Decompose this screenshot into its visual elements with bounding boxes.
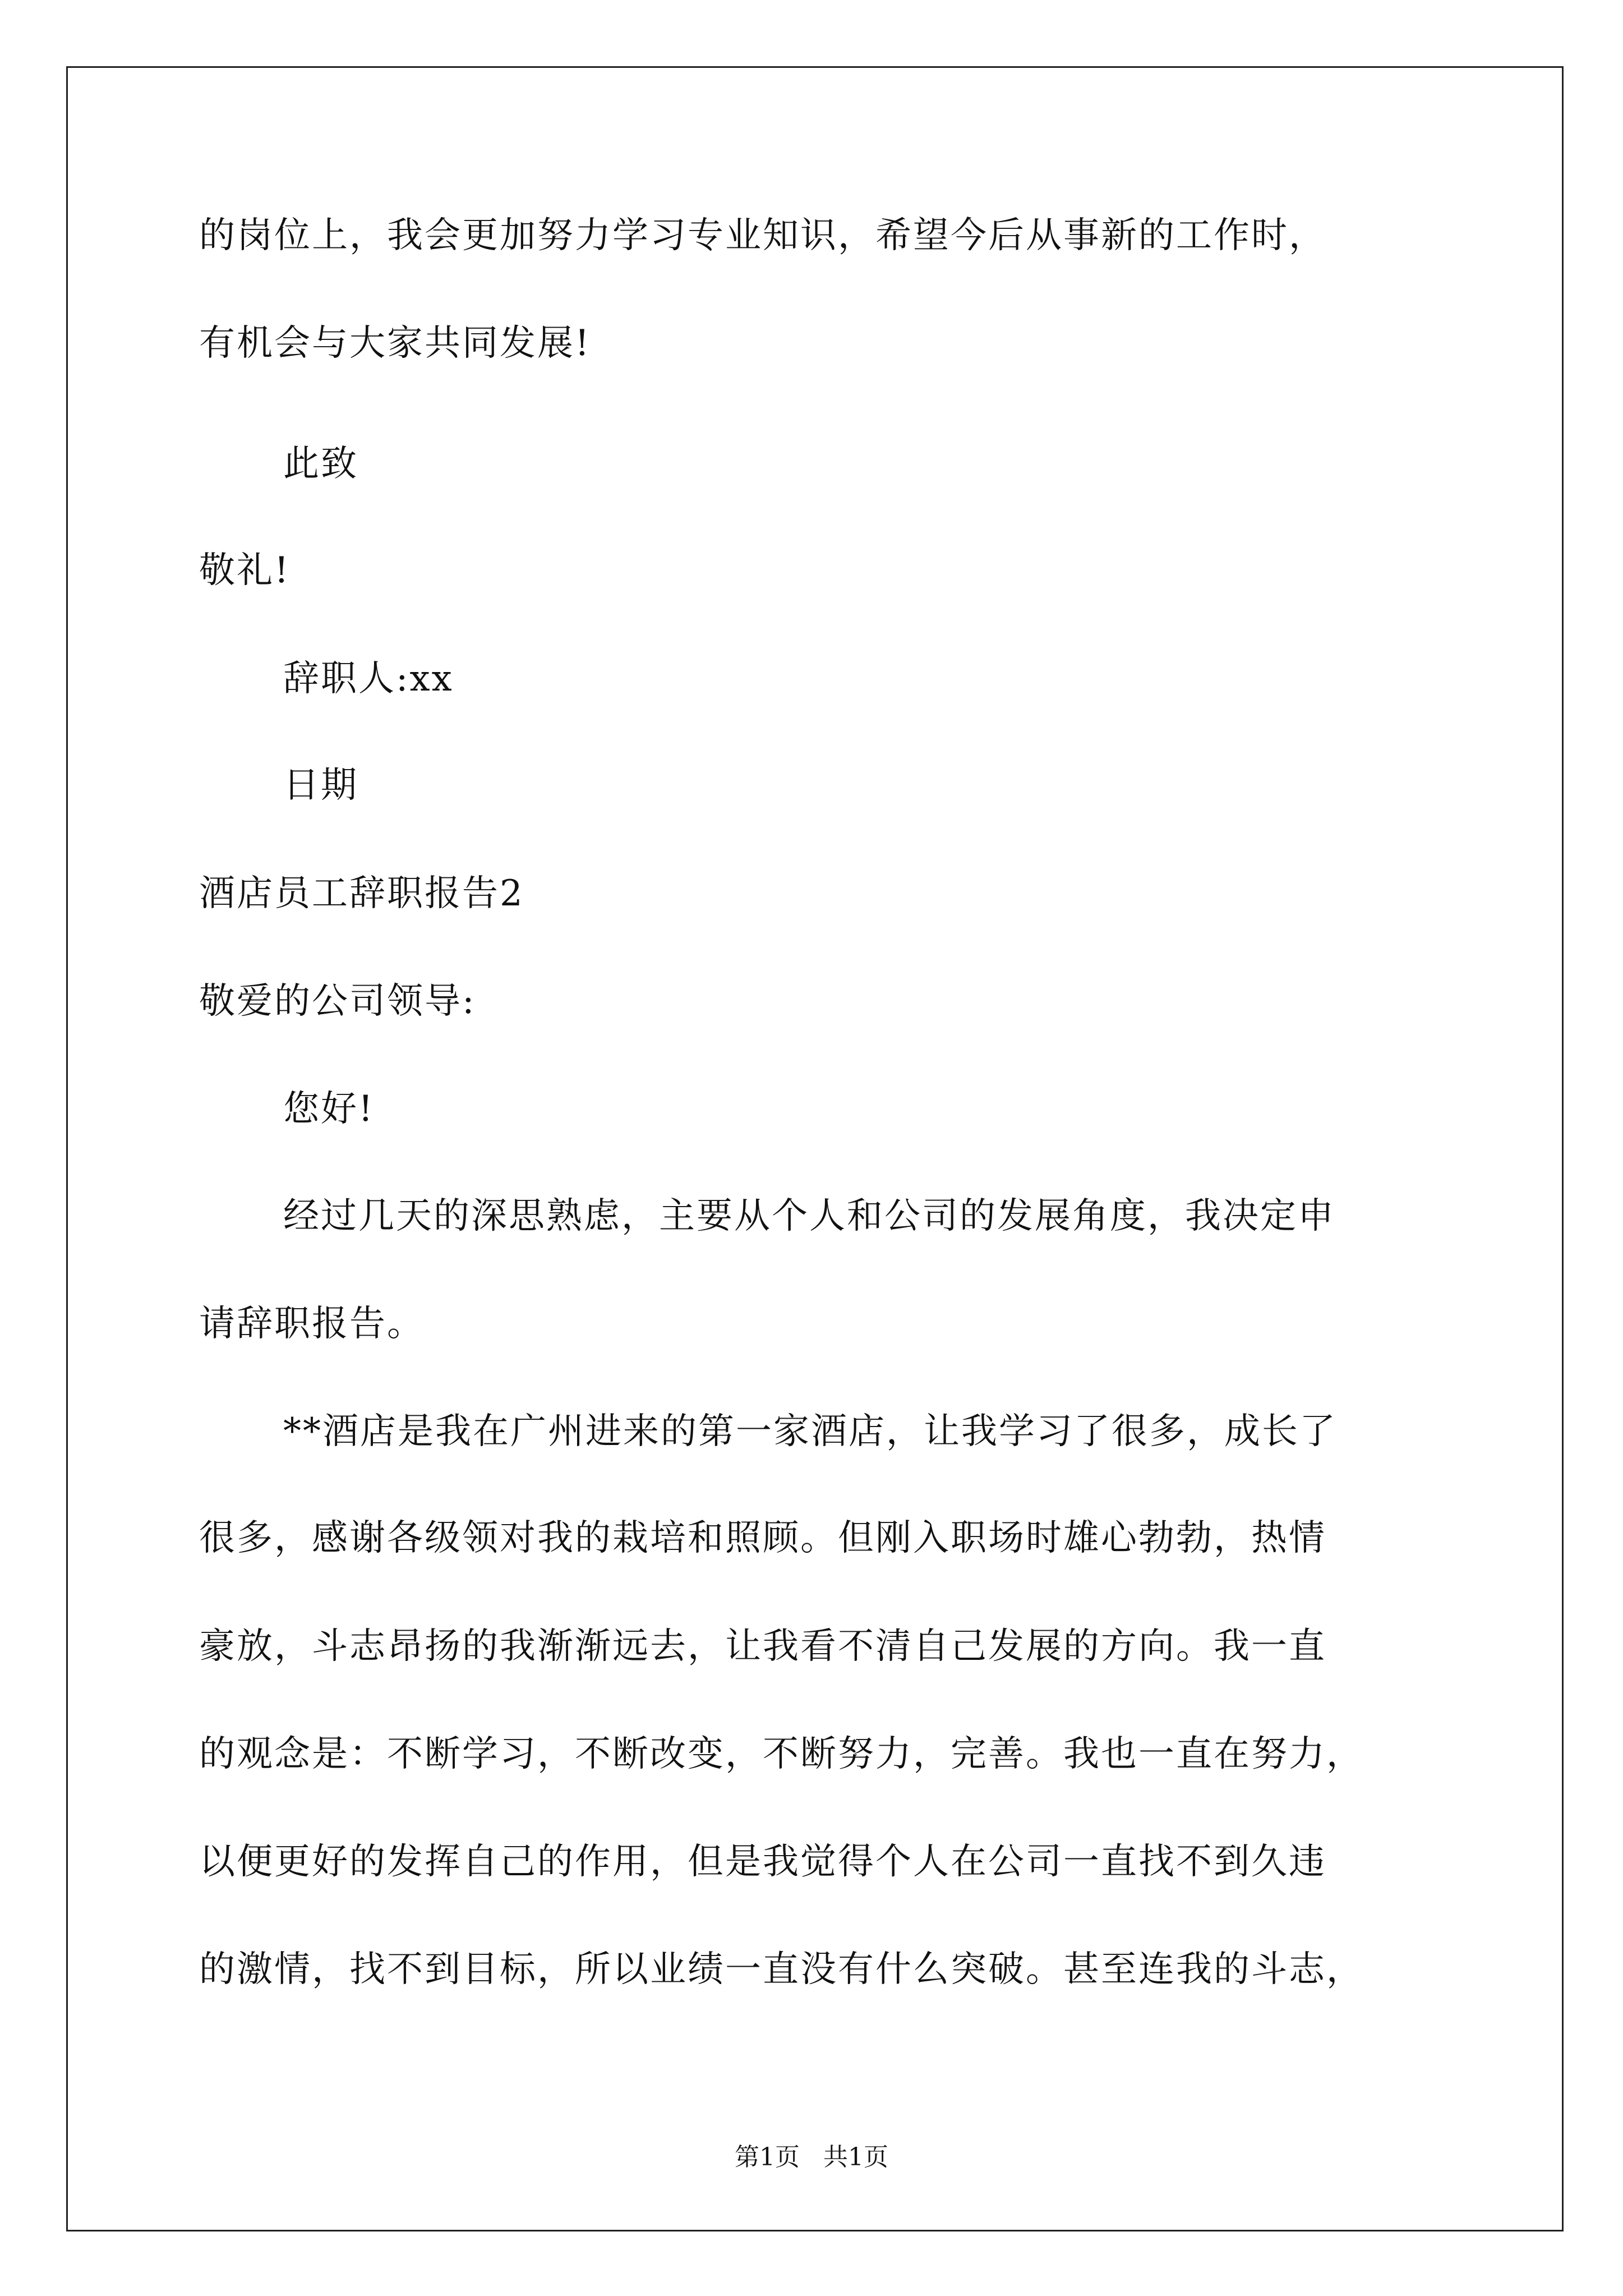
text-line: 请辞职报告。 xyxy=(199,1303,425,1345)
page-border xyxy=(66,66,1564,2231)
text-line: 豪放，斗志昂扬的我渐渐远去，让我看不清自己发展的方向。我一直 xyxy=(199,1626,1326,1667)
text-line: **酒店是我在广州进来的第一家酒店，让我学习了很多，成长了 xyxy=(283,1411,1337,1452)
signature-line: 辞职人:xx xyxy=(283,658,454,700)
text-line: 很多，感谢各级领对我的栽培和照顾。但刚入职场时雄心勃勃，热情 xyxy=(199,1517,1326,1559)
page-number-footer: 第1页 共1页 xyxy=(735,2143,888,2171)
text-line: 的激情，找不到目标，所以业绩一直没有什么突破。甚至连我的斗志， xyxy=(199,1949,1364,1990)
closing-salutation: 此致 xyxy=(283,443,358,485)
text-line: 以便更好的发挥自己的作用，但是我觉得个人在公司一直找不到久违 xyxy=(199,1841,1326,1883)
text-line: 有机会与大家共同发展! xyxy=(199,323,591,364)
text-line: 经过几天的深思熟虑，主要从个人和公司的发展角度，我决定申 xyxy=(283,1195,1335,1237)
greeting-line: 敬爱的公司领导: xyxy=(199,981,476,1022)
text-line: 的岗位上，我会更加努力学习专业知识，希望今后从事新的工作时， xyxy=(199,215,1326,256)
greeting-hello: 您好! xyxy=(283,1088,375,1130)
section-title: 酒店员工辞职报告2 xyxy=(199,873,524,914)
closing-regards: 敬礼! xyxy=(199,550,291,591)
text-line: 的观念是：不断学习，不断改变，不断努力，完善。我也一直在努力， xyxy=(199,1733,1364,1775)
date-line: 日期 xyxy=(283,765,358,806)
